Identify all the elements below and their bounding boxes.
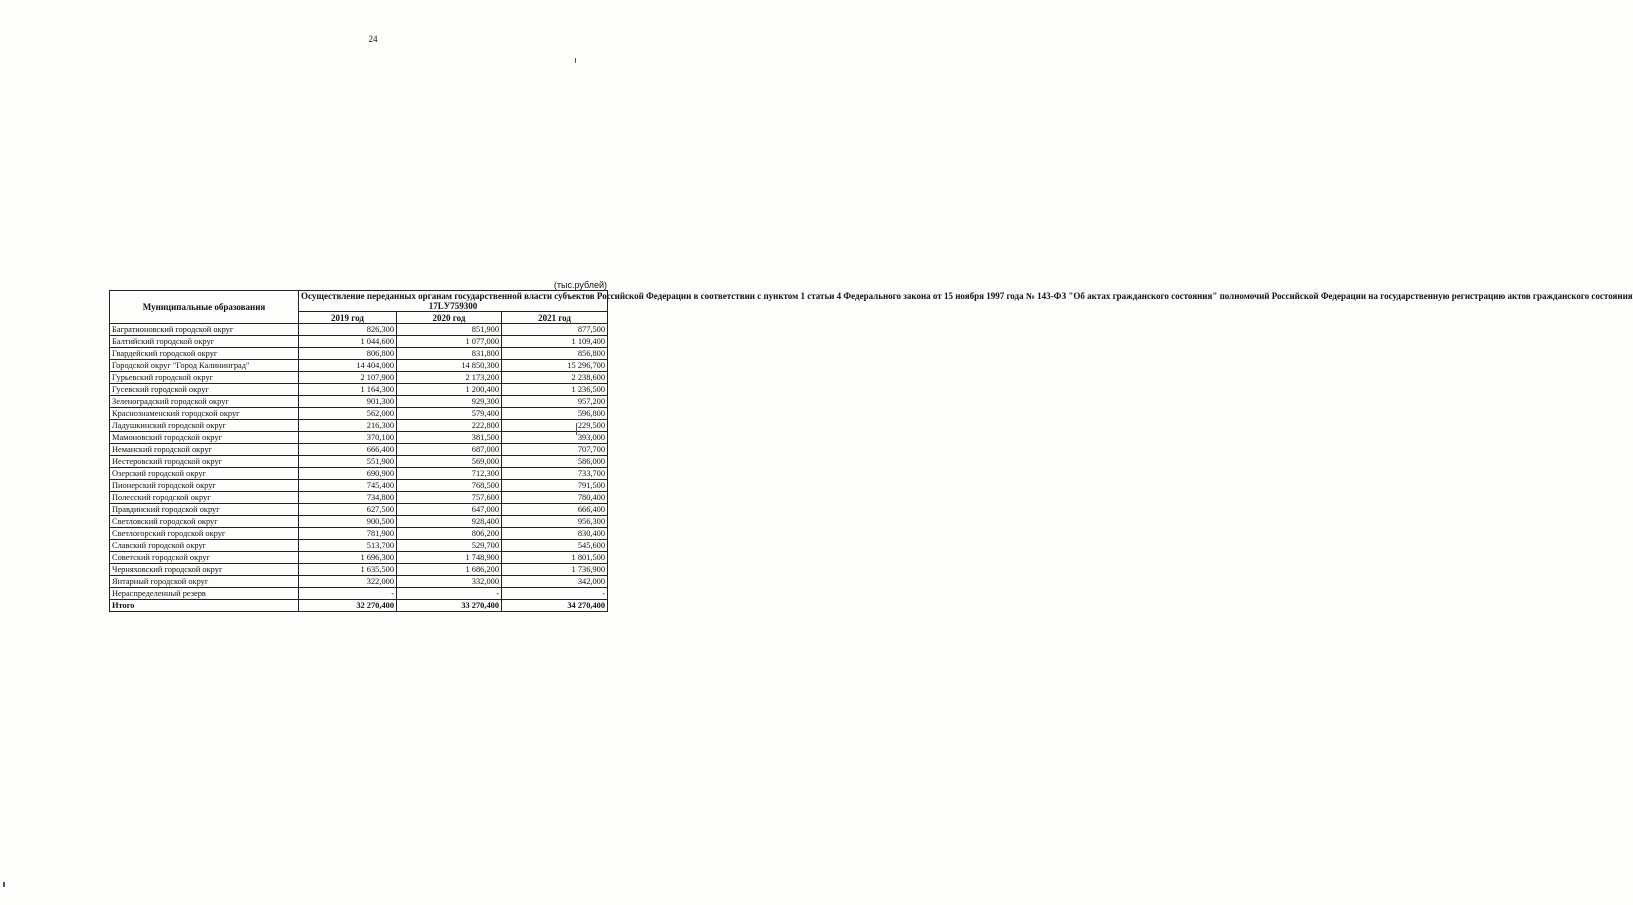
table-body	[110, 324, 608, 600]
value-2020: 222,800	[397, 420, 502, 432]
value-2021: 545,600	[502, 540, 608, 552]
value-2020: 529,700	[397, 540, 502, 552]
total-2019: 32 270,400	[299, 600, 397, 612]
value-2019: 14 404,000	[299, 360, 397, 372]
value-2021: 856,800	[502, 348, 608, 360]
scan-mark	[3, 882, 5, 887]
value-2021: 393,000	[502, 432, 608, 444]
value-2019: 562,000	[299, 408, 397, 420]
value-2019: 734,800	[299, 492, 397, 504]
scan-mark	[576, 423, 577, 435]
value-2021: 957,200	[502, 396, 608, 408]
municipality-name: Неманский городской округ	[110, 444, 299, 456]
value-2021: 1 236,500	[502, 384, 608, 396]
value-2019: 216,300	[299, 420, 397, 432]
value-2021: 830,400	[502, 528, 608, 540]
table-row	[110, 384, 608, 396]
municipality-name: Краснознаменский городской округ	[110, 408, 299, 420]
value-2020: 687,000	[397, 444, 502, 456]
year-header-2020: 2020 год	[397, 312, 502, 324]
value-2021: 877,500	[502, 324, 608, 336]
year-header-2019: 2019 год	[299, 312, 397, 324]
value-2021: 1 109,400	[502, 336, 608, 348]
table-row	[110, 468, 608, 480]
value-2020: 831,800	[397, 348, 502, 360]
value-2020: -	[397, 588, 502, 600]
table-row	[110, 528, 608, 540]
value-2021: -	[502, 588, 608, 600]
municipality-name: Полесский городской округ	[110, 492, 299, 504]
municipality-name: Багратионовский городской округ	[110, 324, 299, 336]
value-2020: 851,900	[397, 324, 502, 336]
table-row	[110, 396, 608, 408]
value-2019: 690,900	[299, 468, 397, 480]
value-2019: 806,800	[299, 348, 397, 360]
municipality-name: Нестеровский городской округ	[110, 456, 299, 468]
value-2020: 928,400	[397, 516, 502, 528]
municipality-name: Гвардейский городской округ	[110, 348, 299, 360]
table-row	[110, 480, 608, 492]
municipality-name: Мамоновский городской округ	[110, 432, 299, 444]
value-2021: 1 736,900	[502, 564, 608, 576]
table-row	[110, 444, 608, 456]
value-2019: 370,100	[299, 432, 397, 444]
total-2021: 34 270,400	[502, 600, 608, 612]
table-row	[110, 348, 608, 360]
value-2019: 513,700	[299, 540, 397, 552]
total-label: Итого	[110, 600, 299, 612]
total-row	[110, 600, 608, 612]
units-label: (тыс.рублей)	[553, 280, 607, 290]
value-2020: 332,000	[397, 576, 502, 588]
table-row	[110, 540, 608, 552]
table-row	[110, 432, 608, 444]
value-2019: 666,400	[299, 444, 397, 456]
municipalities-column-header: Муниципальные образования	[110, 291, 299, 324]
table-row	[110, 456, 608, 468]
municipality-name: Балтийский городской округ	[110, 336, 299, 348]
municipality-name: Черняховский городской округ	[110, 564, 299, 576]
value-2020: 1 686,200	[397, 564, 502, 576]
value-2021: 1 801,500	[502, 552, 608, 564]
table-row	[110, 504, 608, 516]
total-2020: 33 270,400	[397, 600, 502, 612]
table-row	[110, 516, 608, 528]
value-2021: 666,400	[502, 504, 608, 516]
value-2019: 826,300	[299, 324, 397, 336]
value-2019: 1 696,300	[299, 552, 397, 564]
scan-mark	[575, 58, 576, 63]
municipality-name: Ладушкинский городской округ	[110, 420, 299, 432]
value-2021: 596,800	[502, 408, 608, 420]
municipality-name: Гусевский городской округ	[110, 384, 299, 396]
value-2021: 791,500	[502, 480, 608, 492]
table-row	[110, 564, 608, 576]
table-row	[110, 492, 608, 504]
value-2021: 733,700	[502, 468, 608, 480]
budget-code: 17LУ759300	[428, 301, 478, 311]
value-2019: 1 164,300	[299, 384, 397, 396]
value-2021: 707,700	[502, 444, 608, 456]
value-2019: 627,500	[299, 504, 397, 516]
value-2020: 579,400	[397, 408, 502, 420]
value-2021: 229,500	[502, 420, 608, 432]
value-2019: -	[299, 588, 397, 600]
value-2021: 342,000	[502, 576, 608, 588]
value-2020: 768,500	[397, 480, 502, 492]
subvention-description: Осуществление переданных органам государственной власти субъектов Российской Федерации в соответствии с пунктом 1 статьи 4 Федерального закона от 15 ноября 1997 года № 143-ФЗ "Об актах гражданского состояния" полномочий Российской Федерации на государственную регистрацию актов гражданского состояния	[301, 291, 1633, 301]
value-2020: 1 748,900	[397, 552, 502, 564]
table-row	[110, 408, 608, 420]
municipality-name: Озерский городской округ	[110, 468, 299, 480]
municipality-name: Гурьевский городской округ	[110, 372, 299, 384]
value-2021: 586,000	[502, 456, 608, 468]
value-2019: 901,300	[299, 396, 397, 408]
municipality-name: Правдинский городской округ	[110, 504, 299, 516]
value-2020: 1 200,400	[397, 384, 502, 396]
page-number: 24	[368, 34, 378, 44]
value-2020: 14 850,300	[397, 360, 502, 372]
value-2020: 712,300	[397, 468, 502, 480]
value-2019: 745,400	[299, 480, 397, 492]
value-2019: 900,500	[299, 516, 397, 528]
municipality-name: Славский городской округ	[110, 540, 299, 552]
table-row	[110, 360, 608, 372]
table-row	[110, 552, 608, 564]
value-2020: 569,000	[397, 456, 502, 468]
subvention-description-header	[299, 291, 1633, 312]
table-row	[110, 324, 608, 336]
municipality-name: Светловский городской округ	[110, 516, 299, 528]
value-2020: 381,500	[397, 432, 502, 444]
value-2019: 551,900	[299, 456, 397, 468]
municipality-name: Зеленоградский городской округ	[110, 396, 299, 408]
value-2019: 781,900	[299, 528, 397, 540]
table-row	[110, 588, 608, 600]
year-header-2021: 2021 год	[502, 312, 608, 324]
municipality-name: Янтарный городской округ	[110, 576, 299, 588]
value-2020: 806,200	[397, 528, 502, 540]
municipality-name: Пионерский городской округ	[110, 480, 299, 492]
value-2019: 322,000	[299, 576, 397, 588]
subvention-table	[109, 290, 1633, 612]
municipality-name: Советский городской округ	[110, 552, 299, 564]
value-2021: 956,300	[502, 516, 608, 528]
value-2019: 1 044,600	[299, 336, 397, 348]
value-2020: 647,000	[397, 504, 502, 516]
value-2020: 929,300	[397, 396, 502, 408]
value-2019: 2 107,900	[299, 372, 397, 384]
value-2021: 2 238,600	[502, 372, 608, 384]
value-2020: 2 173,200	[397, 372, 502, 384]
value-2019: 1 635,500	[299, 564, 397, 576]
table-row	[110, 420, 608, 432]
value-2021: 780,400	[502, 492, 608, 504]
value-2020: 757,600	[397, 492, 502, 504]
table-row	[110, 372, 608, 384]
table-row	[110, 336, 608, 348]
value-2020: 1 077,000	[397, 336, 502, 348]
municipality-name: Нераспределенный резерв	[110, 588, 299, 600]
value-2021: 15 296,700	[502, 360, 608, 372]
municipality-name: Светлогорский городской округ	[110, 528, 299, 540]
municipality-name: Городской округ "Город Калининград"	[110, 360, 299, 372]
table-row	[110, 576, 608, 588]
